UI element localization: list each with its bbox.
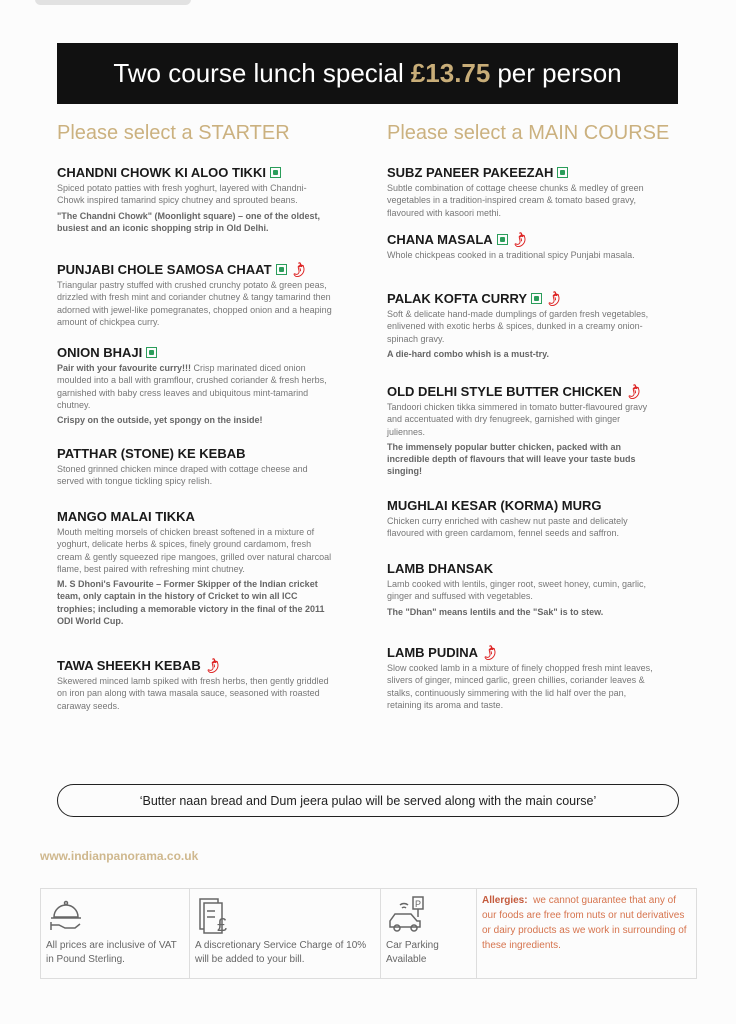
menu-item [387, 381, 657, 478]
chilli-icon: 🌶 [623, 381, 644, 402]
starter-heading: Please select a STARTER [57, 122, 290, 144]
item-desc-text: Subtle combination of cottage cheese chunks & medley of green vegetables in a tradition-inspired cream & tomato based gravy, flavoured with kasoori methi. [387, 183, 644, 218]
item-name-text: TAWA SHEEKH KEBAB [57, 658, 201, 673]
cloche-hand-icon [46, 895, 184, 939]
menu-item-description [57, 463, 332, 488]
menu-item-name [387, 288, 657, 309]
menu-item-name [57, 655, 332, 676]
menu-item [57, 259, 332, 328]
menu-item-note: The immensely popular butter chicken, packed with an incredible depth of flavours that will leave your taste buds singing! [387, 441, 636, 477]
menu-item-description [57, 182, 332, 207]
menu-item-note: A die-hard combo whish is a must-try. [387, 348, 550, 359]
item-name-text: SUBZ PANEER PAKEEZAH [387, 165, 554, 180]
vegetarian-icon [146, 347, 157, 358]
menu-item [57, 446, 332, 488]
item-desc-text: Skewered minced lamb spiked with fresh herbs, then gently griddled on iron pan along with tawa masala sauce, seasoned with roasted caraway seeds. [57, 676, 329, 711]
served-note-text: ‘Butter naan bread and Dum jeera pulao will be served along with the main course’ [139, 793, 597, 808]
item-desc-text: Mouth melting morsels of chicken breast softened in a mixture of yoghurt, delicate herbs & spices, finely ground cardamom, fresh cream & gently squeezed ripe mangoes, grilled over natural charcoal flame, best paired with refreshing mint chutney. [57, 527, 332, 574]
item-desc-text: Whole chickpeas cooked in a traditional spicy Punjabi masala. [387, 250, 635, 260]
item-lead: Pair with your favourite curry!!! [57, 363, 192, 373]
svg-text:P: P [415, 899, 422, 909]
allergy-info [477, 889, 696, 978]
chilli-icon: 🌶 [543, 288, 564, 309]
item-desc-text: Stoned grinned chicken mince draped with cottage cheese and served with tongue tickling spicy relish. [57, 464, 308, 487]
menu-item [57, 165, 332, 234]
menu-item-name [387, 498, 657, 513]
allergy-text: we cannot guarantee that any of our foods are free from nuts or nut derivatives or dairy products as we work in surrounding of these ingredients. [482, 895, 687, 951]
main-course-heading: Please select a MAIN COURSE [387, 122, 670, 144]
item-desc-text: Spiced potato patties with fresh yoghurt, layered with Chandni-Chowk inspired tamarind spicy chutney and sprouted beans. [57, 183, 307, 206]
banner-text-end: per person [497, 58, 622, 88]
item-name-text: CHANDNI CHOWK KI ALOO TIKKI [57, 165, 266, 180]
menu-item-description [57, 675, 332, 712]
item-desc-text: Lamb cooked with lentils, ginger root, sweet honey, cumin, garlic, ginger and suffused with vegetables. [387, 579, 646, 602]
info-box [40, 888, 697, 979]
menu-item-note: The "Dhan" means lentils and the "Sak" is to stew. [387, 606, 604, 617]
menu-item [387, 165, 657, 219]
menu-item [57, 655, 332, 712]
menu-item-name [57, 259, 332, 280]
menu-item-description [387, 578, 657, 603]
vegetarian-icon [270, 167, 281, 178]
banner-price: £13.75 [410, 58, 491, 88]
parking-text: Car Parking Available [386, 940, 439, 965]
menu-item [387, 561, 657, 618]
menu-item [387, 642, 657, 711]
menu-item-description [387, 662, 657, 711]
item-name-text: LAMB DHANSAK [387, 561, 494, 576]
vegetarian-icon [497, 234, 508, 245]
item-name-text: PATTHAR (STONE) KE KEBAB [57, 446, 246, 461]
vat-text: All prices are inclusive of VAT in Pound Sterling. [46, 940, 177, 965]
item-desc-text: Soft & delicate hand-made dumplings of garden fresh vegetables, enlivened with exotic herbs & spices, dunked in a creamy onion-spinach gravy. [387, 309, 649, 344]
menu-item-description [387, 515, 657, 540]
menu-item-note: M. S Dhoni's Favourite – Former Skipper of the Indian cricket team, only captain in the history of Cricket to win all ICC trophies; including a memorable victory in the final of the 2011 ODI World Cup. [57, 579, 325, 627]
menu-item-description [387, 182, 657, 219]
car-parking-icon [386, 895, 471, 939]
menu-item-description [387, 401, 657, 438]
item-name-text: MUGHLAI KESAR (KORMA) MURG [387, 498, 602, 513]
menu-item [57, 345, 332, 426]
vat-info [41, 889, 190, 978]
served-with-note [57, 784, 679, 817]
chilli-icon: 🌶 [509, 229, 530, 250]
chilli-icon: 🌶 [202, 655, 223, 676]
lunch-special-banner [57, 43, 678, 104]
menu-item [387, 288, 657, 360]
menu-item [57, 509, 332, 627]
menu-item-description [57, 362, 332, 411]
menu-item-name [57, 509, 332, 524]
vegetarian-icon [276, 264, 287, 275]
item-name-text: PUNJABI CHOLE SAMOSA CHAAT [57, 262, 272, 277]
menu-item-note: "The Chandni Chowk" (Moonlight square) – one of the oldest, busiest and an iconic shopping strip in Old Delhi. [57, 210, 321, 233]
vegetarian-icon [557, 167, 568, 178]
menu-item-description [387, 308, 657, 345]
banner-text: Two course lunch special [113, 58, 404, 88]
menu-item-name [57, 345, 332, 360]
menu-item-name [387, 165, 657, 180]
chilli-icon: 🌶 [479, 642, 500, 663]
item-desc-text: Slow cooked lamb in a mixture of finely chopped fresh mint leaves, slivers of ginger, minced garlic, green chillies, coriander leaves & stalks, continuously simmering with the lid half over the pan, retaining its aroma and taste. [387, 663, 653, 710]
menu-item-name [387, 642, 657, 663]
menu-item [387, 229, 657, 261]
item-desc-text: Crisp marinated diced onion moulded into a ball with gramflour, crushed coriander & fresh herbs, garnished with baby cress leaves and ubiquitous mint-tamarind chutney. [57, 363, 327, 410]
menu-item-name [57, 165, 332, 180]
item-name-text: PALAK KOFTA CURRY [387, 291, 528, 306]
item-name-text: OLD DELHI STYLE BUTTER CHICKEN [387, 384, 622, 399]
bill-pound-icon [195, 895, 375, 939]
menu-item-description [57, 279, 332, 328]
menu-item-name [387, 561, 657, 576]
top-scroll-bar[interactable] [35, 0, 191, 5]
item-name-text: LAMB PUDINA [387, 645, 478, 660]
menu-item-name [387, 229, 657, 250]
allergy-label: Allergies: [482, 895, 528, 906]
menu-item-description [57, 526, 332, 575]
item-desc-text: Chicken curry enriched with cashew nut paste and delicately flavoured with green cardamom, fennel seeds and saffron. [387, 516, 628, 539]
item-name-text: ONION BHAJI [57, 345, 143, 360]
item-name-text: CHANA MASALA [387, 232, 493, 247]
svg-text:£: £ [217, 915, 228, 935]
service-text: A discretionary Service Charge of 10% will be added to your bill. [195, 940, 367, 965]
vegetarian-icon [531, 293, 542, 304]
menu-item [387, 498, 657, 540]
menu-item-name [387, 381, 657, 402]
menu-item-name [57, 446, 332, 461]
item-desc-text: Triangular pastry stuffed with crushed crunchy potato & green peas, drizzled with fresh mint and coriander chutney & tangy tamarind then adorned with jewel-like pomegranates, chopped onion and a heaping amount of chickpea curry. [57, 280, 332, 327]
parking-info [381, 889, 477, 978]
item-name-text: MANGO MALAI TIKKA [57, 509, 195, 524]
website-link[interactable]: www.indianpanorama.co.uk [40, 849, 199, 863]
menu-item-description [387, 249, 657, 261]
item-desc-text: Tandoori chicken tikka simmered in tomato butter-flavoured gravy and accentuated with dry fenugreek, garnished with ginger juliennes. [387, 402, 648, 437]
service-charge-info [190, 889, 381, 978]
chilli-icon: 🌶 [288, 259, 309, 280]
menu-item-note: Crispy on the outside, yet spongy on the inside! [57, 415, 263, 426]
